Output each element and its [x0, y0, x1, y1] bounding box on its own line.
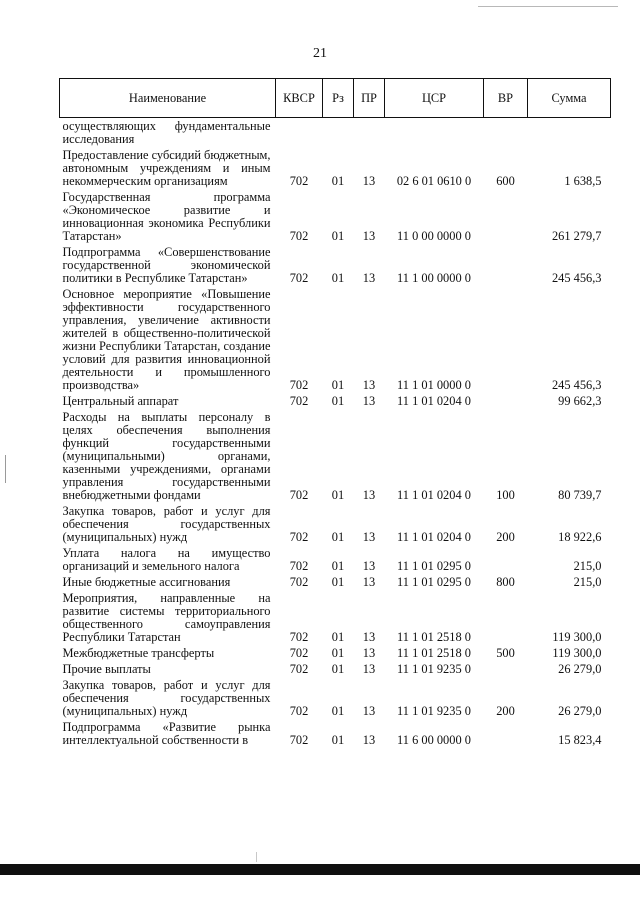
row-pr: 13	[362, 271, 376, 285]
row-pr: 13	[362, 733, 376, 747]
row-csr: 11 1 01 9235 0	[397, 704, 471, 718]
row-name: Основное мероприятие «Повышение эффективности государственного управления, увеличение активности жителей в общественно-политической жизни Республики Татарстан, создание условий для развития инновационной деятельности и промышленного производства»	[62, 287, 271, 392]
row-sum: 1 638,5	[564, 174, 602, 188]
row-rz: 01	[331, 662, 345, 676]
table-row	[60, 547, 611, 576]
table-row	[60, 118, 611, 150]
row-kvsr: 702	[289, 530, 309, 544]
row-csr: 11 1 01 2518 0	[397, 630, 471, 644]
row-vr: 600	[496, 174, 515, 188]
row-kvsr: 702	[289, 575, 309, 589]
row-sum: 245 456,3	[551, 271, 602, 285]
row-sum	[528, 118, 611, 150]
row-pr: 13	[362, 488, 376, 502]
table-row	[60, 505, 611, 547]
row-rz: 01	[331, 174, 345, 188]
row-csr: 11 1 01 9235 0	[397, 662, 471, 676]
row-sum: 119 300,0	[552, 630, 602, 644]
table-row	[60, 647, 611, 663]
row-kvsr	[276, 118, 323, 150]
row-kvsr: 702	[289, 733, 309, 747]
row-vr	[484, 246, 528, 288]
row-rz: 01	[331, 229, 345, 243]
row-vr	[484, 547, 528, 576]
row-vr	[484, 663, 528, 679]
header-name: Наименование	[60, 79, 276, 118]
row-vr	[484, 721, 528, 750]
row-name: Закупка товаров, работ и услуг для обеспечения государственных (муниципальных) нужд	[62, 678, 271, 718]
row-vr	[484, 288, 528, 395]
scan-margin-mark	[5, 455, 6, 483]
row-kvsr: 702	[289, 394, 309, 408]
row-csr: 11 1 01 0204 0	[397, 488, 471, 502]
row-sum: 15 823,4	[558, 733, 602, 747]
row-vr: 100	[496, 488, 515, 502]
table-row	[60, 395, 611, 411]
row-vr: 800	[496, 575, 515, 589]
row-name: Центральный аппарат	[62, 394, 179, 408]
row-name: Мероприятия, направленные на развитие системы территориального общественного самоуправления Республики Татарстан	[62, 591, 271, 644]
row-rz: 01	[331, 488, 345, 502]
row-sum: 80 739,7	[558, 488, 602, 502]
row-sum: 26 279,0	[558, 662, 602, 676]
table-row	[60, 576, 611, 592]
row-name: Расходы на выплаты персоналу в целях обеспечения выполнения функций государственными (муниципальными) органами, казенными учреждениями, органами управления государственными внебюджетными фондами	[62, 410, 271, 502]
header-csr: ЦСР	[385, 79, 484, 118]
row-pr: 13	[362, 530, 376, 544]
table-row	[60, 679, 611, 721]
row-rz: 01	[331, 559, 345, 573]
row-sum: 261 279,7	[551, 229, 602, 243]
row-pr: 13	[362, 630, 376, 644]
row-sum: 99 662,3	[558, 394, 602, 408]
row-name: Предоставление субсидий бюджетным, автономным учреждениям и иным некоммерческим организациям	[62, 148, 271, 188]
row-sum: 215,0	[573, 575, 602, 589]
row-sum: 26 279,0	[558, 704, 602, 718]
row-pr: 13	[362, 575, 376, 589]
row-sum: 215,0	[573, 559, 602, 573]
row-rz: 01	[331, 733, 345, 747]
row-rz: 01	[331, 704, 345, 718]
row-pr: 13	[362, 559, 376, 573]
row-pr: 13	[362, 662, 376, 676]
header-vr: ВР	[484, 79, 528, 118]
row-pr: 13	[362, 378, 376, 392]
row-vr	[484, 395, 528, 411]
table-row	[60, 288, 611, 395]
row-csr: 11 1 01 0204 0	[397, 530, 471, 544]
row-pr: 13	[362, 704, 376, 718]
table-header-row	[60, 79, 611, 118]
table-row	[60, 246, 611, 288]
row-rz: 01	[331, 394, 345, 408]
row-rz: 01	[331, 378, 345, 392]
row-name: Межбюджетные трансферты	[62, 646, 215, 660]
row-csr: 11 1 01 0295 0	[397, 575, 471, 589]
header-kvsr: КВСР	[276, 79, 323, 118]
table-body	[60, 118, 611, 751]
row-pr	[354, 118, 385, 150]
row-pr: 13	[362, 646, 376, 660]
table-row	[60, 721, 611, 750]
row-vr	[484, 118, 528, 150]
row-kvsr: 702	[289, 271, 309, 285]
header-pr: ПР	[354, 79, 385, 118]
row-kvsr: 702	[289, 662, 309, 676]
row-csr: 11 1 00 0000 0	[397, 271, 471, 285]
table-row	[60, 411, 611, 505]
row-kvsr: 702	[289, 630, 309, 644]
row-csr: 02 6 01 0610 0	[396, 174, 472, 188]
row-pr: 13	[362, 174, 376, 188]
table-row	[60, 663, 611, 679]
row-vr	[484, 191, 528, 246]
header-rz: Рз	[323, 79, 354, 118]
row-name: Закупка товаров, работ и услуг для обеспечения государственных (муниципальных) нужд	[62, 504, 271, 544]
row-csr: 11 1 01 0000 0	[397, 378, 471, 392]
row-kvsr: 702	[289, 704, 309, 718]
row-pr: 13	[362, 394, 376, 408]
row-vr: 200	[496, 530, 515, 544]
row-rz	[323, 118, 354, 150]
row-kvsr: 702	[289, 646, 309, 660]
row-vr	[484, 592, 528, 647]
scan-bottom-border	[0, 864, 640, 875]
table-row	[60, 149, 611, 191]
row-name: Подпрограмма «Развитие рынка интеллектуальной собственности в	[62, 720, 271, 747]
row-csr: 11 1 01 2518 0	[397, 646, 471, 660]
row-rz: 01	[331, 646, 345, 660]
row-name: Подпрограмма «Совершенствование государственной экономической политики в Республике Татарстан»	[62, 245, 271, 285]
row-csr: 11 6 00 0000 0	[397, 733, 471, 747]
row-vr: 500	[496, 646, 515, 660]
row-csr: 11 0 00 0000 0	[397, 229, 471, 243]
row-kvsr: 702	[289, 488, 309, 502]
row-name: Прочие выплаты	[62, 662, 151, 676]
row-kvsr: 702	[289, 229, 309, 243]
row-kvsr: 702	[289, 378, 309, 392]
row-kvsr: 702	[289, 174, 309, 188]
budget-table-container	[59, 78, 610, 750]
budget-table	[59, 78, 611, 750]
row-kvsr: 702	[289, 559, 309, 573]
table-row	[60, 191, 611, 246]
scan-edge-line	[478, 6, 618, 7]
row-rz: 01	[331, 630, 345, 644]
table-row	[60, 592, 611, 647]
row-rz: 01	[331, 530, 345, 544]
row-name: Государственная программа «Экономическое развитие и инновационная экономика Республики Татарстан»	[62, 190, 271, 243]
row-pr: 13	[362, 229, 376, 243]
row-rz: 01	[331, 271, 345, 285]
row-sum: 18 922,6	[558, 530, 602, 544]
row-sum: 245 456,3	[551, 378, 602, 392]
row-sum: 119 300,0	[552, 646, 602, 660]
row-name: Иные бюджетные ассигнования	[62, 575, 231, 589]
row-vr: 200	[496, 704, 515, 718]
row-name: Уплата налога на имущество организаций и земельного налога	[62, 546, 271, 573]
row-csr	[385, 118, 484, 150]
row-csr: 11 1 01 0204 0	[397, 394, 471, 408]
header-sum: Сумма	[528, 79, 611, 118]
row-csr: 11 1 01 0295 0	[397, 559, 471, 573]
page-number: 21	[313, 46, 327, 61]
row-name: осуществляющих фундаментальные исследования	[62, 119, 271, 146]
row-rz: 01	[331, 575, 345, 589]
scan-fold-mark	[256, 852, 257, 862]
